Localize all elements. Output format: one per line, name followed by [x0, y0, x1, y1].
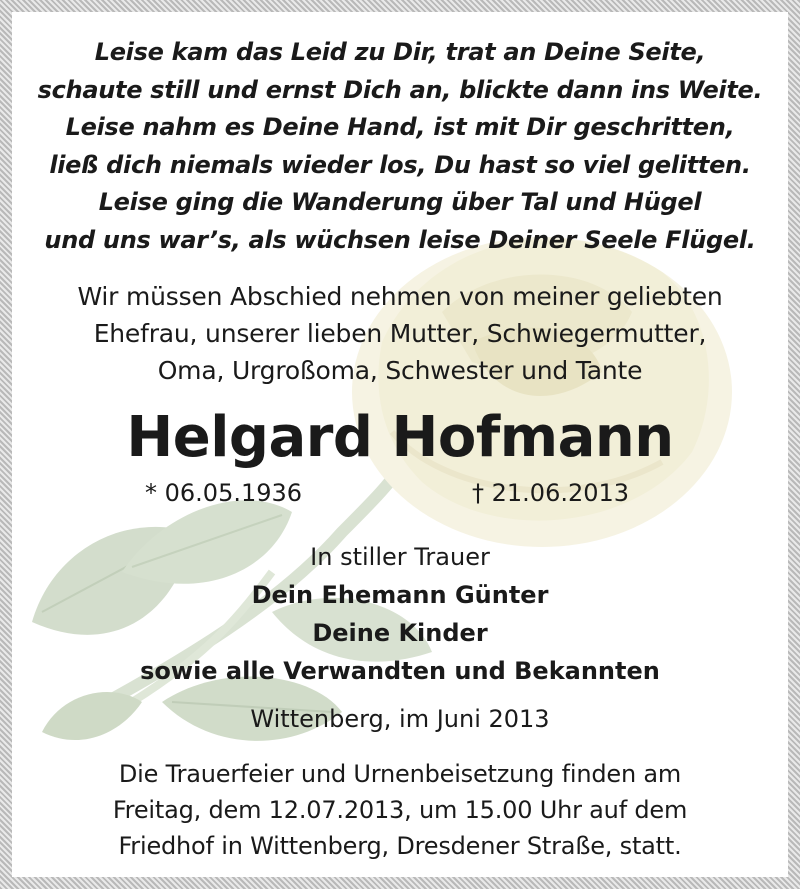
intro-line: Ehefrau, unserer lieben Mutter, Schwiegermutter, [93, 319, 707, 348]
poem-line: Leise ging die Wanderung über Tal und Hügel [98, 188, 702, 216]
funeral-line: Freitag, dem 12.07.2013, um 15.00 Uhr auf dem [112, 796, 688, 824]
funeral-line: Die Trauerfeier und Urnenbeisetzung finden am [118, 760, 682, 788]
mourners [12, 538, 788, 690]
poem-line: schaute still und ernst Dich an, blickte dann ins Weite. [37, 75, 763, 104]
mourner-line: Dein Ehemann Günter [251, 581, 549, 609]
deceased-name: Helgard Hofmann [126, 405, 674, 470]
obituary-card [12, 12, 788, 877]
funeral-notice [12, 756, 788, 864]
poem-line: Leise nahm es Deine Hand, ist mit Dir geschritten, [65, 113, 735, 141]
birth-date: * 06.05.1936 [145, 479, 303, 507]
intro-line: Wir müssen Abschied nehmen von meiner geliebten [77, 282, 723, 311]
mourner-line: sowie alle Verwandten und Bekannten [140, 657, 660, 685]
mourners-intro: In stiller Trauer [310, 543, 490, 571]
poem [12, 34, 788, 259]
mourner-line: Deine Kinder [312, 619, 488, 647]
poem-line: und uns war’s, als wüchsen leise Deiner Seele Flügel. [44, 225, 756, 254]
poem-line: Leise kam das Leid zu Dir, trat an Deine Seite, [94, 38, 706, 66]
intro-line: Oma, Urgroßoma, Schwester und Tante [157, 356, 643, 385]
place-date: Wittenberg, im Juni 2013 [250, 705, 550, 733]
death-date: † 21.06.2013 [472, 479, 630, 507]
poem-line: ließ dich niemals wieder los, Du hast so viel gelitten. [49, 150, 751, 179]
farewell-intro [12, 278, 788, 389]
funeral-line: Friedhof in Wittenberg, Dresdener Straße, statt. [118, 832, 682, 860]
